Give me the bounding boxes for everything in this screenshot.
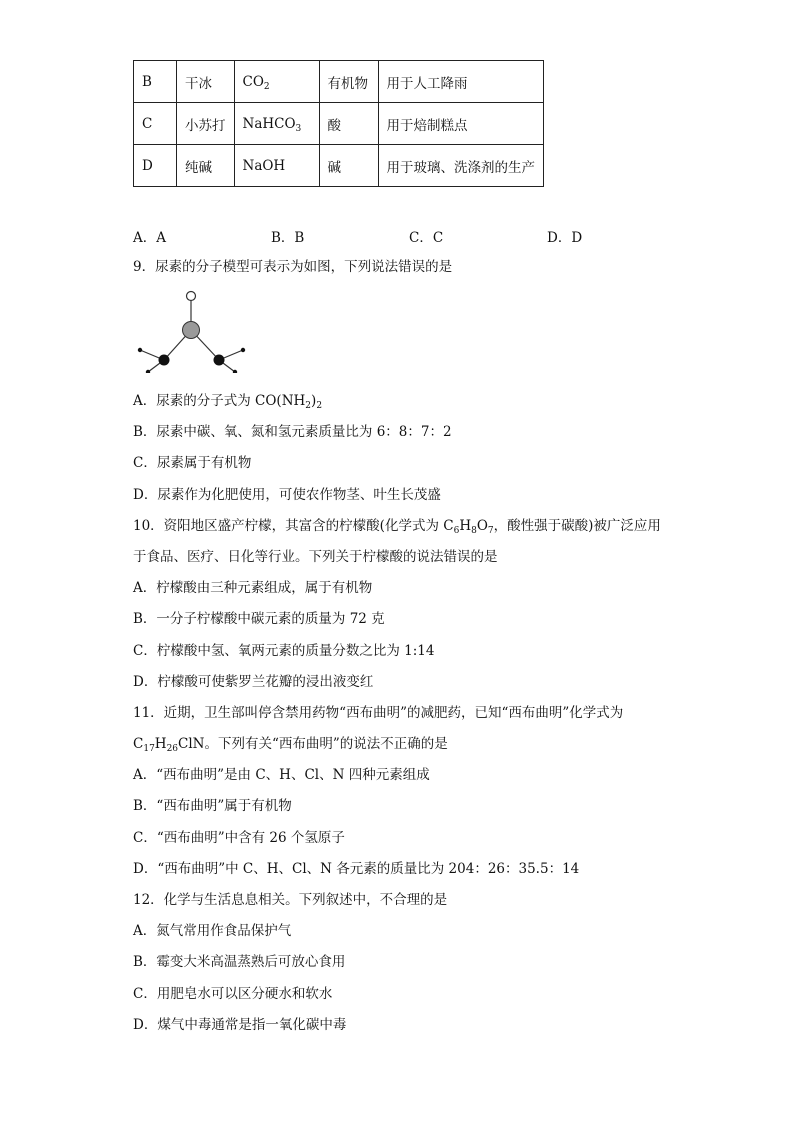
substance-table (133, 60, 544, 187)
q11-option-a[interactable]: A．“西布曲明”是由 C、H、Cl、N 四种元素组成 (133, 767, 430, 783)
q9-option-c[interactable]: C．尿素属于有机物 (133, 455, 252, 471)
table-row (134, 61, 544, 103)
q11-option-c[interactable]: C．“西布曲明”中含有 26 个氢原子 (133, 830, 345, 846)
q10-option-b[interactable]: B．一分子柠檬酸中碳元素的质量为 72 克 (133, 611, 385, 627)
use-cell: 用于焙制糕点 (378, 103, 544, 145)
q12-option-d[interactable]: D．煤气中毒通常是指一氧化碳中毒 (133, 1017, 347, 1033)
hydrogen-atom (138, 348, 142, 352)
formula-cell: NaOH (234, 145, 319, 187)
oxygen-atom (187, 292, 196, 301)
q9-option-d[interactable]: D．尿素作为化肥使用，可使农作物茎、叶生长茂盛 (133, 487, 441, 503)
carbon-atom (183, 322, 200, 339)
q9-stem: 9．尿素的分子模型可表示为如图，下列说法错误的是 (133, 259, 453, 275)
common-name-cell: 小苏打 (177, 103, 235, 145)
q10-option-c[interactable]: C．柠檬酸中氢、氧两元素的质量分数之比为 1:14 (133, 643, 435, 659)
q8-option-c[interactable]: C．C (409, 230, 444, 246)
common-name-cell: 干冰 (177, 61, 235, 103)
q12-stem: 12．化学与生活息息相关。下列叙述中，不合理的是 (133, 892, 448, 908)
use-cell: 用于人工降雨 (378, 61, 544, 103)
table-row (134, 145, 544, 187)
formula-cell: $CO_2$ (234, 61, 319, 103)
q10-stem-line1: 10．资阳地区盛产柠檬，其富含的柠檬酸(化学式为 $C_6H_8O_7$，酸性强于碳酸)被广泛应用 (133, 518, 661, 536)
q10-option-a[interactable]: A．柠檬酸由三种元素组成，属于有机物 (133, 580, 373, 596)
nitrogen-atom (159, 355, 170, 366)
option-letter-cell: C (134, 103, 177, 145)
q9-option-a[interactable]: A．尿素的分子式为 $CO(NH_2)_2$ (133, 393, 323, 411)
q8-option-b[interactable]: B．B (271, 230, 305, 246)
common-name-cell: 纯碱 (177, 145, 235, 187)
urea-molecule-diagram (133, 288, 253, 373)
option-letter-cell: D (134, 145, 177, 187)
q8-option-d[interactable]: D．D (547, 230, 583, 246)
category-cell: 有机物 (319, 61, 378, 103)
option-letter-cell: B (134, 61, 177, 103)
category-cell: 酸 (319, 103, 378, 145)
formula-cell: NaHCO$_3$ (234, 103, 319, 145)
q11-stem-line2: $C_{17}H_{26}ClN$。下列有关“西布曲明”的说法不正确的是 (133, 736, 448, 754)
q11-stem-line1: 11．近期，卫生部叫停含禁用药物“西布曲明”的减肥药，已知“西布曲明”化学式为 (133, 705, 624, 721)
q12-option-a[interactable]: A．氮气常用作食品保护气 (133, 923, 292, 939)
table-row (134, 103, 544, 145)
use-cell: 用于玻璃、洗涤剂的生产 (378, 145, 544, 187)
q12-option-c[interactable]: C．用肥皂水可以区分硬水和软水 (133, 986, 333, 1002)
q10-stem-line2: 于食品、医疗、日化等行业。下列关于柠檬酸的说法错误的是 (133, 549, 498, 565)
q9-option-b[interactable]: B．尿素中碳、氧、氮和氢元素质量比为 6：8：7：2 (133, 424, 452, 440)
category-cell: 碱 (319, 145, 378, 187)
q12-option-b[interactable]: B．霉变大米高温蒸熟后可放心食用 (133, 954, 346, 970)
q11-option-d[interactable]: D．“西布曲明”中 C、H、Cl、N 各元素的质量比为 204：26：35.5：14 (133, 861, 580, 877)
nitrogen-atom (214, 355, 225, 366)
q11-option-b[interactable]: B．“西布曲明”属于有机物 (133, 798, 292, 814)
q8-option-a[interactable]: A．A (133, 230, 166, 246)
hydrogen-atom (241, 348, 245, 352)
q10-option-d[interactable]: D．柠檬酸可使紫罗兰花瓣的浸出液变红 (133, 674, 374, 690)
